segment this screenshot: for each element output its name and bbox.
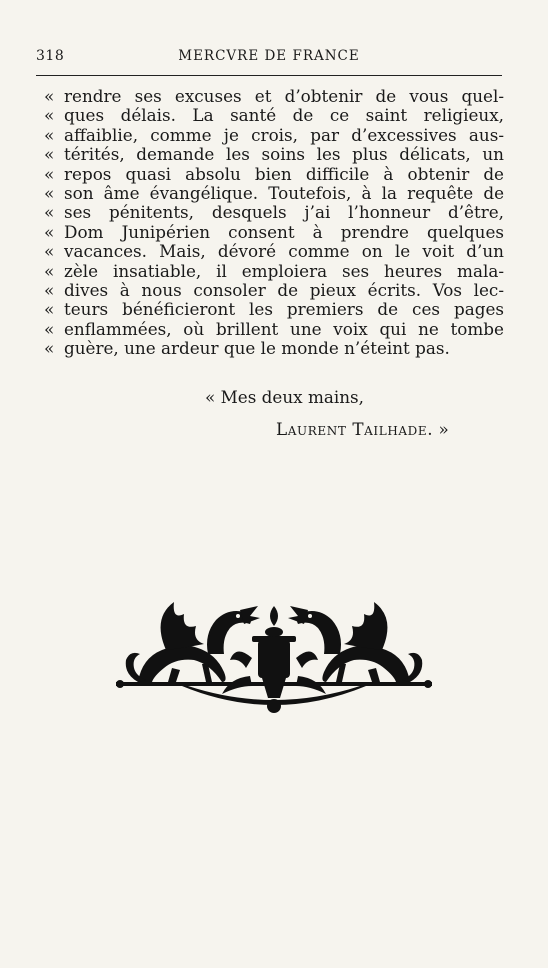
letter-closing: « Mes deux mains, — [205, 387, 364, 407]
signature — [276, 419, 449, 439]
line-text: enflammées, où brillent une voix qui ne tombe — [64, 318, 504, 339]
quote-mark: « — [44, 338, 55, 359]
quote-mark: « — [44, 202, 55, 223]
quote-mark: « — [44, 86, 55, 106]
text-line — [44, 300, 504, 319]
text-line — [44, 262, 504, 281]
line-text: guère, une ardeur que le monde n’éteint pas. — [64, 338, 450, 359]
quote-mark: « — [44, 260, 55, 281]
text-line — [44, 203, 504, 222]
signature-name: Laurent Tailhade. — [276, 419, 434, 439]
dragon-tailpiece-icon — [112, 598, 436, 726]
text-line — [44, 320, 504, 339]
text-line — [44, 242, 504, 261]
text-line — [44, 184, 504, 203]
text-line — [44, 126, 504, 145]
line-text: zèle insatiable, il emploiera ses heures mala- — [64, 260, 504, 281]
text-line — [44, 165, 504, 184]
text-line — [44, 223, 504, 242]
quote-mark: « — [44, 124, 55, 145]
quote-mark: « — [44, 318, 55, 339]
page-header — [36, 44, 502, 66]
line-text: teurs bénéficieront les premiers de ces pages — [64, 299, 504, 320]
line-text: rendre ses excuses et d’obtenir de vous quel- — [64, 86, 504, 106]
text-line — [44, 339, 504, 358]
line-text: son âme évangélique. Toutefois, à la requête de — [64, 182, 504, 203]
line-text: térités, demande les soins les plus délicats, un — [64, 144, 504, 165]
header-rule — [36, 75, 502, 76]
quote-mark: « — [44, 105, 55, 126]
quote-mark: « — [44, 163, 55, 184]
page-number: 318 — [36, 48, 65, 64]
quote-mark: « — [44, 182, 55, 203]
quote-mark: « — [44, 241, 55, 262]
letter-text — [44, 87, 504, 358]
text-line — [44, 106, 504, 125]
line-text: repos quasi absolu bien difficile à obtenir de — [64, 163, 504, 184]
quote-mark: « — [44, 279, 55, 300]
text-line — [44, 145, 504, 164]
signature-close-quote: » — [438, 419, 449, 439]
text-line — [44, 87, 504, 106]
line-text: vacances. Mais, dévoré comme on le voit d’un — [64, 241, 504, 262]
line-text: dives à nous consoler de pieux écrits. Vos lec- — [64, 279, 504, 300]
line-text: Dom Junipérien consent à prendre quelques — [64, 221, 504, 242]
text-line — [44, 281, 504, 300]
line-text: ses pénitents, desquels j’ai l’honneur d’être, — [64, 202, 504, 223]
running-title: MERCVRE DE FRANCE — [178, 48, 360, 64]
line-text: ques délais. La santé de ce saint religieux, — [64, 105, 504, 126]
quote-mark: « — [44, 221, 55, 242]
quote-mark: « — [44, 144, 55, 165]
quote-mark: « — [44, 299, 55, 320]
line-text: affaiblie, comme je crois, par d’excessives aus- — [64, 124, 504, 145]
